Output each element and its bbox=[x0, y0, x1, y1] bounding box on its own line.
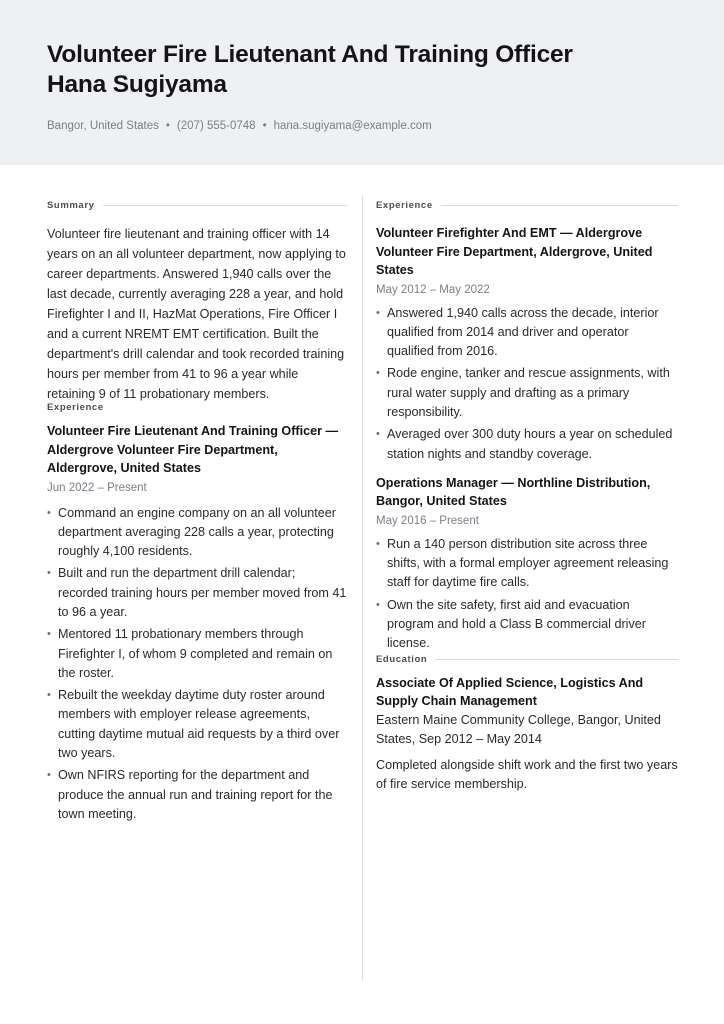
section-rule bbox=[103, 205, 348, 206]
experience-heading-label: Experience bbox=[47, 402, 104, 413]
job-entry-title: Volunteer Fire Lieutenant And Training Officer — Aldergrove Volunteer Fire Department, Aldergrove, United States bbox=[47, 424, 339, 475]
candidate-name: Hana Sugiyama bbox=[47, 71, 227, 98]
education-heading-label: Education bbox=[376, 653, 428, 665]
experience-section-heading-right bbox=[376, 199, 678, 212]
bullet-item: • Answered 1,940 calls across the decade, interior qualified from 2014 and driver and operator qualified from 2016. bbox=[376, 304, 678, 362]
column-divider bbox=[362, 196, 363, 980]
job-entry-title: Volunteer Firefighter And EMT — Aldergrove Volunteer Fire Department, Aldergrove, United States bbox=[376, 226, 653, 277]
contact-phone: (207) 555-0748 bbox=[176, 120, 256, 132]
experience-heading-label: Experience bbox=[376, 200, 433, 211]
bullet-item: • Own the site safety, first aid and evacuation program and hold a Class B commercial driver license. bbox=[376, 596, 678, 654]
bullet-item: • Mentored 11 probationary members through Firefighter I, of whom 9 completed and remain on the roster. bbox=[47, 625, 347, 683]
education-school: Eastern Maine Community College, Bangor, United States, Sep 2012 – May 2014 bbox=[376, 712, 661, 746]
job-entry-bullets bbox=[47, 504, 347, 825]
job-entry bbox=[47, 422, 347, 824]
resume-header bbox=[0, 0, 724, 165]
contact-separator: • bbox=[165, 120, 170, 132]
contact-location: Bangor, United States bbox=[47, 120, 159, 132]
contact-email: hana.sugiyama@example.com bbox=[273, 120, 432, 132]
job-entry-date: Jun 2022 – Present bbox=[47, 481, 147, 494]
education-entry bbox=[376, 674, 678, 795]
job-entry-date: May 2012 – May 2022 bbox=[376, 283, 490, 296]
left-column bbox=[47, 199, 347, 827]
job-entry-date: May 2016 – Present bbox=[376, 514, 479, 527]
bullet-item: • Rebuilt the weekday daytime duty roster around members with employer release agreements, cutting daytime mutual aid requests by a third over two years. bbox=[47, 686, 347, 763]
contact-line bbox=[47, 120, 432, 132]
summary-heading-label: Summary bbox=[47, 200, 95, 211]
bullet-item: • Averaged over 300 duty hours a year on scheduled station nights and standby coverage. bbox=[376, 425, 678, 464]
summary-section-heading bbox=[47, 199, 347, 212]
bullet-item: • Run a 140 person distribution site across three shifts, with a formal employer agreement releasing staff for daytime fire calls. bbox=[376, 535, 678, 593]
education-degree: Associate Of Applied Science, Logistics And Supply Chain Management bbox=[376, 675, 644, 709]
bullet-item: • Command an engine company on an all volunteer department averaging 228 calls a year, protecting roughly 4,100 residents. bbox=[47, 504, 347, 562]
bullet-item: • Rode engine, tanker and rescue assignments, with rural water supply and drafting as a primary responsibility. bbox=[376, 364, 678, 422]
education-section-heading bbox=[376, 653, 678, 666]
job-entry bbox=[376, 224, 678, 464]
education-note: Completed alongside shift work and the first two years of fire service membership. bbox=[376, 757, 678, 792]
section-rule bbox=[441, 205, 678, 206]
contact-separator: • bbox=[262, 120, 267, 132]
job-entry-bullets bbox=[376, 535, 678, 654]
bullet-item: • Built and run the department drill calendar; recorded training hours per member moved from 41 to 96 a year. bbox=[47, 564, 347, 622]
section-rule bbox=[435, 659, 678, 660]
job-entry-bullets bbox=[376, 304, 678, 464]
bullet-item: • Own NFIRS reporting for the department and produce the annual run and training report for the town meeting. bbox=[47, 766, 347, 824]
resume-title-block bbox=[47, 40, 687, 100]
right-column bbox=[376, 199, 678, 795]
job-entry bbox=[376, 474, 678, 654]
job-entry-title: Operations Manager — Northline Distribution, Bangor, United States bbox=[376, 475, 651, 509]
job-title-heading: Volunteer Fire Lieutenant And Training Officer bbox=[47, 41, 573, 68]
summary-text: Volunteer fire lieutenant and training officer with 14 years on an all volunteer department, now applying to career departments. Answered 1,940 calls over the last decade, currently averaging 228 a year, and hold Firefighter I and II, HazMat Operations, Fire Officer I and a current NREMT EMT certification. Built the department's drill calendar and took recorded training hours per member from 41 to 96 a year while retaining 9 of 11 probationary members. bbox=[47, 227, 346, 401]
